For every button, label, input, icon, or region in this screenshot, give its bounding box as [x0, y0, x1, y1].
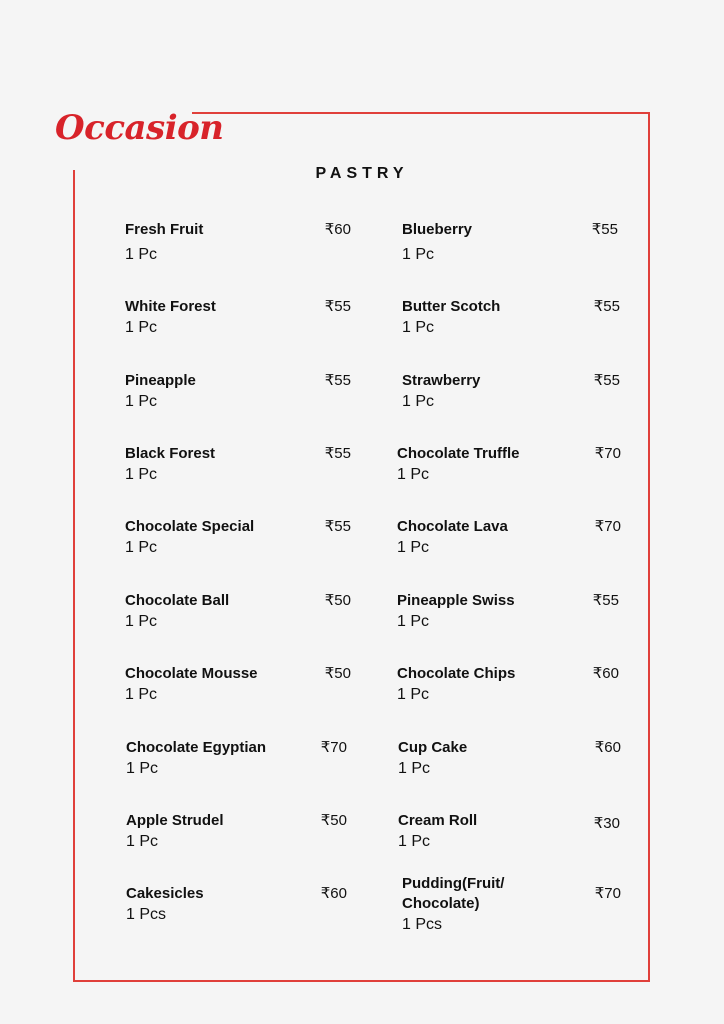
item-quantity: 1 Pcs — [402, 916, 443, 933]
item-quantity: 1 Pc — [125, 539, 158, 556]
item-price: ₹55 — [592, 592, 619, 609]
item-name: Black Forest — [125, 445, 216, 462]
item-name: Blueberry — [402, 221, 473, 238]
item-quantity: 1 Pcs — [126, 906, 167, 923]
item-price: ₹60 — [594, 739, 621, 756]
item-quantity: 1 Pc — [125, 393, 158, 410]
item-price: ₹70 — [594, 445, 621, 462]
menu-item — [125, 297, 351, 337]
menu-item — [397, 664, 619, 704]
item-quantity: 1 Pc — [402, 319, 435, 336]
menu-item — [125, 371, 351, 411]
item-price: ₹60 — [592, 665, 619, 682]
menu-item — [402, 874, 621, 934]
menu-item — [126, 811, 347, 851]
section-title: PASTRY — [315, 165, 409, 182]
item-quantity: 1 Pc — [402, 393, 435, 410]
item-price: ₹70 — [594, 885, 621, 902]
item-name: Cup Cake — [398, 739, 468, 756]
item-name: Fresh Fruit — [125, 221, 204, 238]
item-name: Strawberry — [402, 372, 481, 389]
item-quantity: 1 Pc — [397, 539, 430, 556]
item-quantity: 1 Pc — [397, 466, 430, 483]
item-quantity: 1 Pc — [397, 686, 430, 703]
item-price: ₹30 — [593, 815, 620, 832]
menu-item — [397, 591, 619, 631]
item-quantity: 1 Pc — [126, 833, 159, 850]
menu-item — [402, 220, 618, 264]
menu-item — [402, 297, 620, 337]
item-name: Chocolate Mousse — [125, 665, 258, 682]
item-quantity: 1 Pc — [125, 466, 158, 483]
item-quantity: 1 Pc — [398, 833, 431, 850]
item-price: ₹55 — [324, 372, 351, 389]
item-price: ₹55 — [324, 445, 351, 462]
brand-logo: Occasion — [55, 108, 224, 148]
menu-item — [125, 664, 351, 704]
item-quantity: 1 Pc — [398, 760, 431, 777]
item-price: ₹70 — [320, 739, 347, 756]
item-name: Pudding(Fruit/ Chocolate) — [402, 875, 505, 912]
menu-item — [126, 738, 347, 778]
item-price: ₹55 — [593, 372, 620, 389]
item-price: ₹55 — [324, 298, 351, 315]
item-price: ₹55 — [324, 518, 351, 535]
menu-item — [126, 884, 347, 924]
item-price: ₹60 — [324, 221, 351, 238]
item-name: Chocolate Egyptian — [126, 739, 267, 756]
menu-item — [125, 220, 351, 264]
item-name: Apple Strudel — [126, 812, 224, 829]
item-price: ₹50 — [320, 812, 347, 829]
menu-item — [397, 444, 621, 484]
item-name: Chocolate Truffle — [397, 445, 520, 462]
item-quantity: 1 Pc — [125, 613, 158, 630]
item-name: Cream Roll — [398, 812, 478, 829]
item-name: Butter Scotch — [402, 298, 501, 315]
item-price: ₹55 — [591, 221, 618, 238]
item-quantity: 1 Pc — [402, 246, 435, 263]
menu-item — [397, 517, 621, 557]
item-quantity: 1 Pc — [125, 686, 158, 703]
item-price: ₹70 — [594, 518, 621, 535]
item-price: ₹55 — [593, 298, 620, 315]
item-name: Chocolate Ball — [125, 592, 230, 609]
menu-item — [125, 444, 351, 484]
item-name: Pineapple Swiss — [397, 592, 515, 609]
item-name: Chocolate Chips — [397, 665, 516, 682]
item-name: Pineapple — [125, 372, 196, 389]
item-name: Cakesicles — [126, 885, 204, 902]
item-name: Chocolate Lava — [397, 518, 508, 535]
menu-item — [398, 738, 621, 778]
item-quantity: 1 Pc — [397, 613, 430, 630]
menu-item — [125, 517, 351, 557]
item-quantity: 1 Pc — [125, 319, 158, 336]
item-price: ₹50 — [324, 592, 351, 609]
item-price: ₹50 — [324, 665, 351, 682]
item-name: White Forest — [125, 298, 216, 315]
item-price: ₹60 — [320, 885, 347, 902]
menu-item — [398, 811, 620, 851]
item-quantity: 1 Pc — [126, 760, 159, 777]
item-name: Chocolate Special — [125, 518, 255, 535]
menu-item — [125, 591, 351, 631]
menu-item — [402, 371, 620, 411]
item-quantity: 1 Pc — [125, 246, 158, 263]
